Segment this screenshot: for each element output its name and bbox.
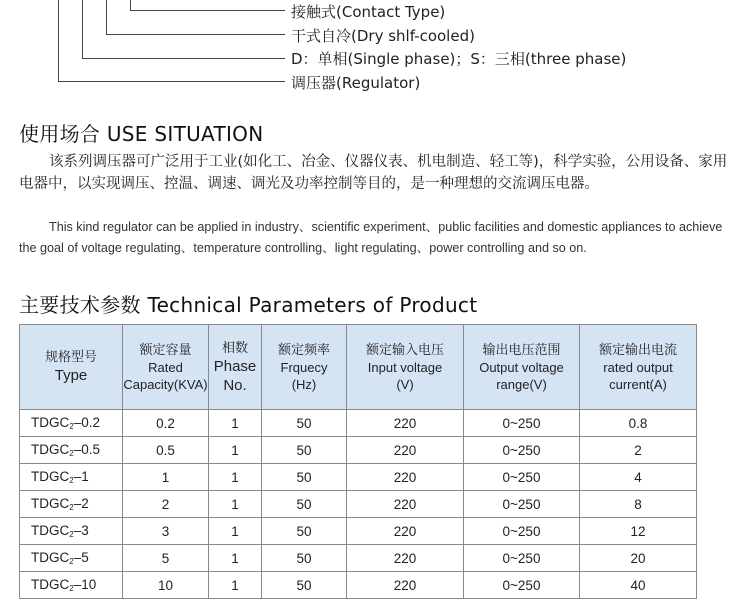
bracket-line <box>130 0 131 10</box>
table-body <box>20 410 697 599</box>
table-row <box>20 437 697 464</box>
table-row <box>20 572 697 599</box>
header-output-current: 额定输出电流 rated output current(A) <box>580 325 697 410</box>
input-voltage-cell: 220 <box>347 464 464 491</box>
output-current-cell: 2 <box>580 437 697 464</box>
phase-cell: 1 <box>209 437 262 464</box>
input-voltage-cell: 220 <box>347 572 464 599</box>
table-row <box>20 464 697 491</box>
phase-cell: 1 <box>209 464 262 491</box>
capacity-cell: 2 <box>123 491 209 518</box>
table-row <box>20 410 697 437</box>
table-row <box>20 545 697 572</box>
type-cell: $TDGC_2-1$ <box>20 464 123 491</box>
table-row <box>20 518 697 545</box>
frequency-cell: 50 <box>262 410 347 437</box>
use-situation-cn-text: 该系列调压器可广泛用于工业(如化工、冶金、仪器仪表、机电制造、轻工等)，科学实验，公用设备、家用电器中，以实现调压、控温、调速、调光及功率控制等目的，是一种理想的交流调压电器。 <box>19 154 728 192</box>
output-voltage-cell: 0~250 <box>464 437 580 464</box>
output-current-cell: 4 <box>580 464 697 491</box>
output-current-cell: 8 <box>580 491 697 518</box>
input-voltage-cell: 220 <box>347 437 464 464</box>
frequency-cell: 50 <box>262 437 347 464</box>
capacity-cell: 10 <box>123 572 209 599</box>
capacity-cell: 0.5 <box>123 437 209 464</box>
input-voltage-cell: 220 <box>347 518 464 545</box>
frequency-cell: 50 <box>262 464 347 491</box>
type-cell: $TDGC_2-5$ <box>20 545 123 572</box>
phase-cell: 1 <box>209 518 262 545</box>
input-voltage-cell: 220 <box>347 491 464 518</box>
header-type: 规格型号 Type <box>20 325 123 410</box>
legend-regulator: 调压器(Regulator) <box>291 74 421 92</box>
capacity-cell: 1 <box>123 464 209 491</box>
frequency-cell: 50 <box>262 572 347 599</box>
output-voltage-cell: 0~250 <box>464 545 580 572</box>
use-situation-title: 使用场合 USE SITUATION <box>19 122 264 146</box>
output-current-cell: 40 <box>580 572 697 599</box>
use-situation-en-text: This kind regulator can be applied in industry、scientific experiment、public facilities and domestic appliances to achieve the goal of voltage regulating、temperature controlling、light regulating、power controlling and so on. <box>19 220 723 255</box>
output-current-cell: 0.8 <box>580 410 697 437</box>
header-capacity: 额定容量 Rated Capacity(KVA) <box>123 325 209 410</box>
output-current-cell: 20 <box>580 545 697 572</box>
table-row <box>20 491 697 518</box>
type-cell: $TDGC_2-3$ <box>20 518 123 545</box>
bracket-line <box>82 58 285 59</box>
output-voltage-cell: 0~250 <box>464 410 580 437</box>
type-cell: $TDGC_2-10$ <box>20 572 123 599</box>
type-cell: $TDGC_2-2$ <box>20 491 123 518</box>
header-frequency: 额定频率 Frquecy (Hz) <box>262 325 347 410</box>
legend-phase: D：单相(Single phase)；S：三相(three phase) <box>291 50 627 68</box>
bracket-line <box>106 0 107 34</box>
capacity-cell: 3 <box>123 518 209 545</box>
frequency-cell: 50 <box>262 491 347 518</box>
output-voltage-cell: 0~250 <box>464 491 580 518</box>
output-voltage-cell: 0~250 <box>464 572 580 599</box>
phase-cell: 1 <box>209 572 262 599</box>
output-voltage-cell: 0~250 <box>464 464 580 491</box>
type-cell: $TDGC_2-0.5$ <box>20 437 123 464</box>
technical-parameters-title: 主要技术参数 Technical Parameters of Product <box>19 293 478 317</box>
type-cell: $TDGC_2-0.2$ <box>20 410 123 437</box>
legend-contact-type: 接触式(Contact Type) <box>291 3 446 21</box>
capacity-cell: 0.2 <box>123 410 209 437</box>
output-voltage-cell: 0~250 <box>464 518 580 545</box>
output-current-cell: 12 <box>580 518 697 545</box>
phase-cell: 1 <box>209 491 262 518</box>
input-voltage-cell: 220 <box>347 545 464 572</box>
phase-cell: 1 <box>209 410 262 437</box>
header-input-voltage: 额定输入电压 Input voltage (V) <box>347 325 464 410</box>
technical-parameters-table <box>19 324 697 599</box>
phase-cell: 1 <box>209 545 262 572</box>
bracket-line <box>130 10 285 11</box>
capacity-cell: 5 <box>123 545 209 572</box>
input-voltage-cell: 220 <box>347 410 464 437</box>
bracket-line <box>106 34 285 35</box>
legend-dry-self-cooled: 干式自冷(Dry shlf-cooled) <box>291 27 475 45</box>
bracket-line <box>58 0 59 81</box>
frequency-cell: 50 <box>262 545 347 572</box>
header-phase: 相数 Phase No. <box>209 325 262 410</box>
frequency-cell: 50 <box>262 518 347 545</box>
header-output-voltage: 输出电压范围 Output voltage range(V) <box>464 325 580 410</box>
bracket-line <box>82 0 83 58</box>
bracket-line <box>58 81 285 82</box>
table-header-row <box>20 325 697 410</box>
